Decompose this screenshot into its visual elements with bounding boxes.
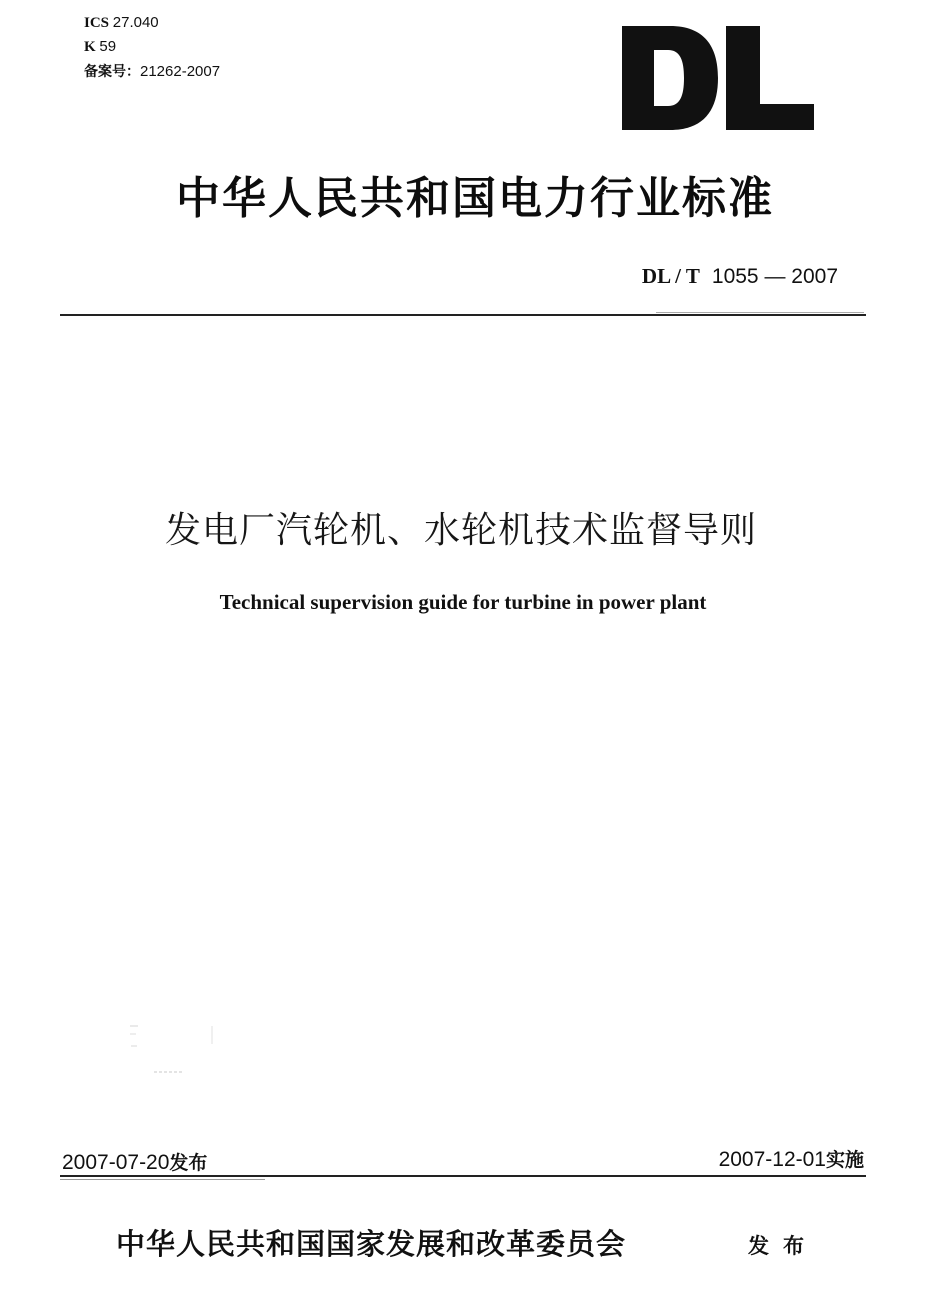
implement-date-value: 2007-12-01 [718, 1148, 826, 1171]
ccs-code [84, 38, 116, 56]
standard-code [642, 264, 838, 289]
issuer-name: 中华人民共和国国家发展和改革委员会 [116, 1227, 627, 1261]
ccs-label: K [84, 39, 96, 55]
implement-date-label: 实施 [825, 1149, 864, 1171]
implement-date [719, 1145, 864, 1172]
ccs-number: 59 [99, 38, 117, 55]
issuer-action: 发布 [748, 1233, 818, 1258]
record-label: 备案号： [84, 64, 140, 80]
title-chinese: 发电厂汽轮机、水轮机技术监督导则 [164, 510, 757, 551]
header-rule [60, 314, 866, 316]
ics-number: 27.040 [112, 14, 159, 31]
record-number [84, 63, 220, 81]
scan-artefact [128, 1022, 218, 1077]
publish-date-label: 发布 [169, 1152, 208, 1174]
header-rule-accent [656, 312, 864, 313]
ics-label: ICS [84, 15, 110, 31]
standard-code-prefix: DL / T [641, 264, 700, 288]
standard-heading: 中华人民共和国电力行业标准 [176, 173, 774, 224]
ics-code [84, 14, 159, 32]
title-english: Technical supervision guide for turbine in power plant [219, 590, 707, 614]
record-value: 21262-2007 [140, 63, 221, 80]
logo-letter-d [622, 26, 718, 130]
footer-rule [60, 1175, 866, 1177]
footer-rule-accent [60, 1179, 265, 1180]
publish-date [62, 1148, 207, 1175]
publish-date-value: 2007-07-20 [62, 1151, 170, 1174]
logo-letter-l [726, 26, 814, 130]
dl-logo [618, 24, 818, 132]
standard-code-number: 1055 — 2007 [711, 265, 838, 288]
